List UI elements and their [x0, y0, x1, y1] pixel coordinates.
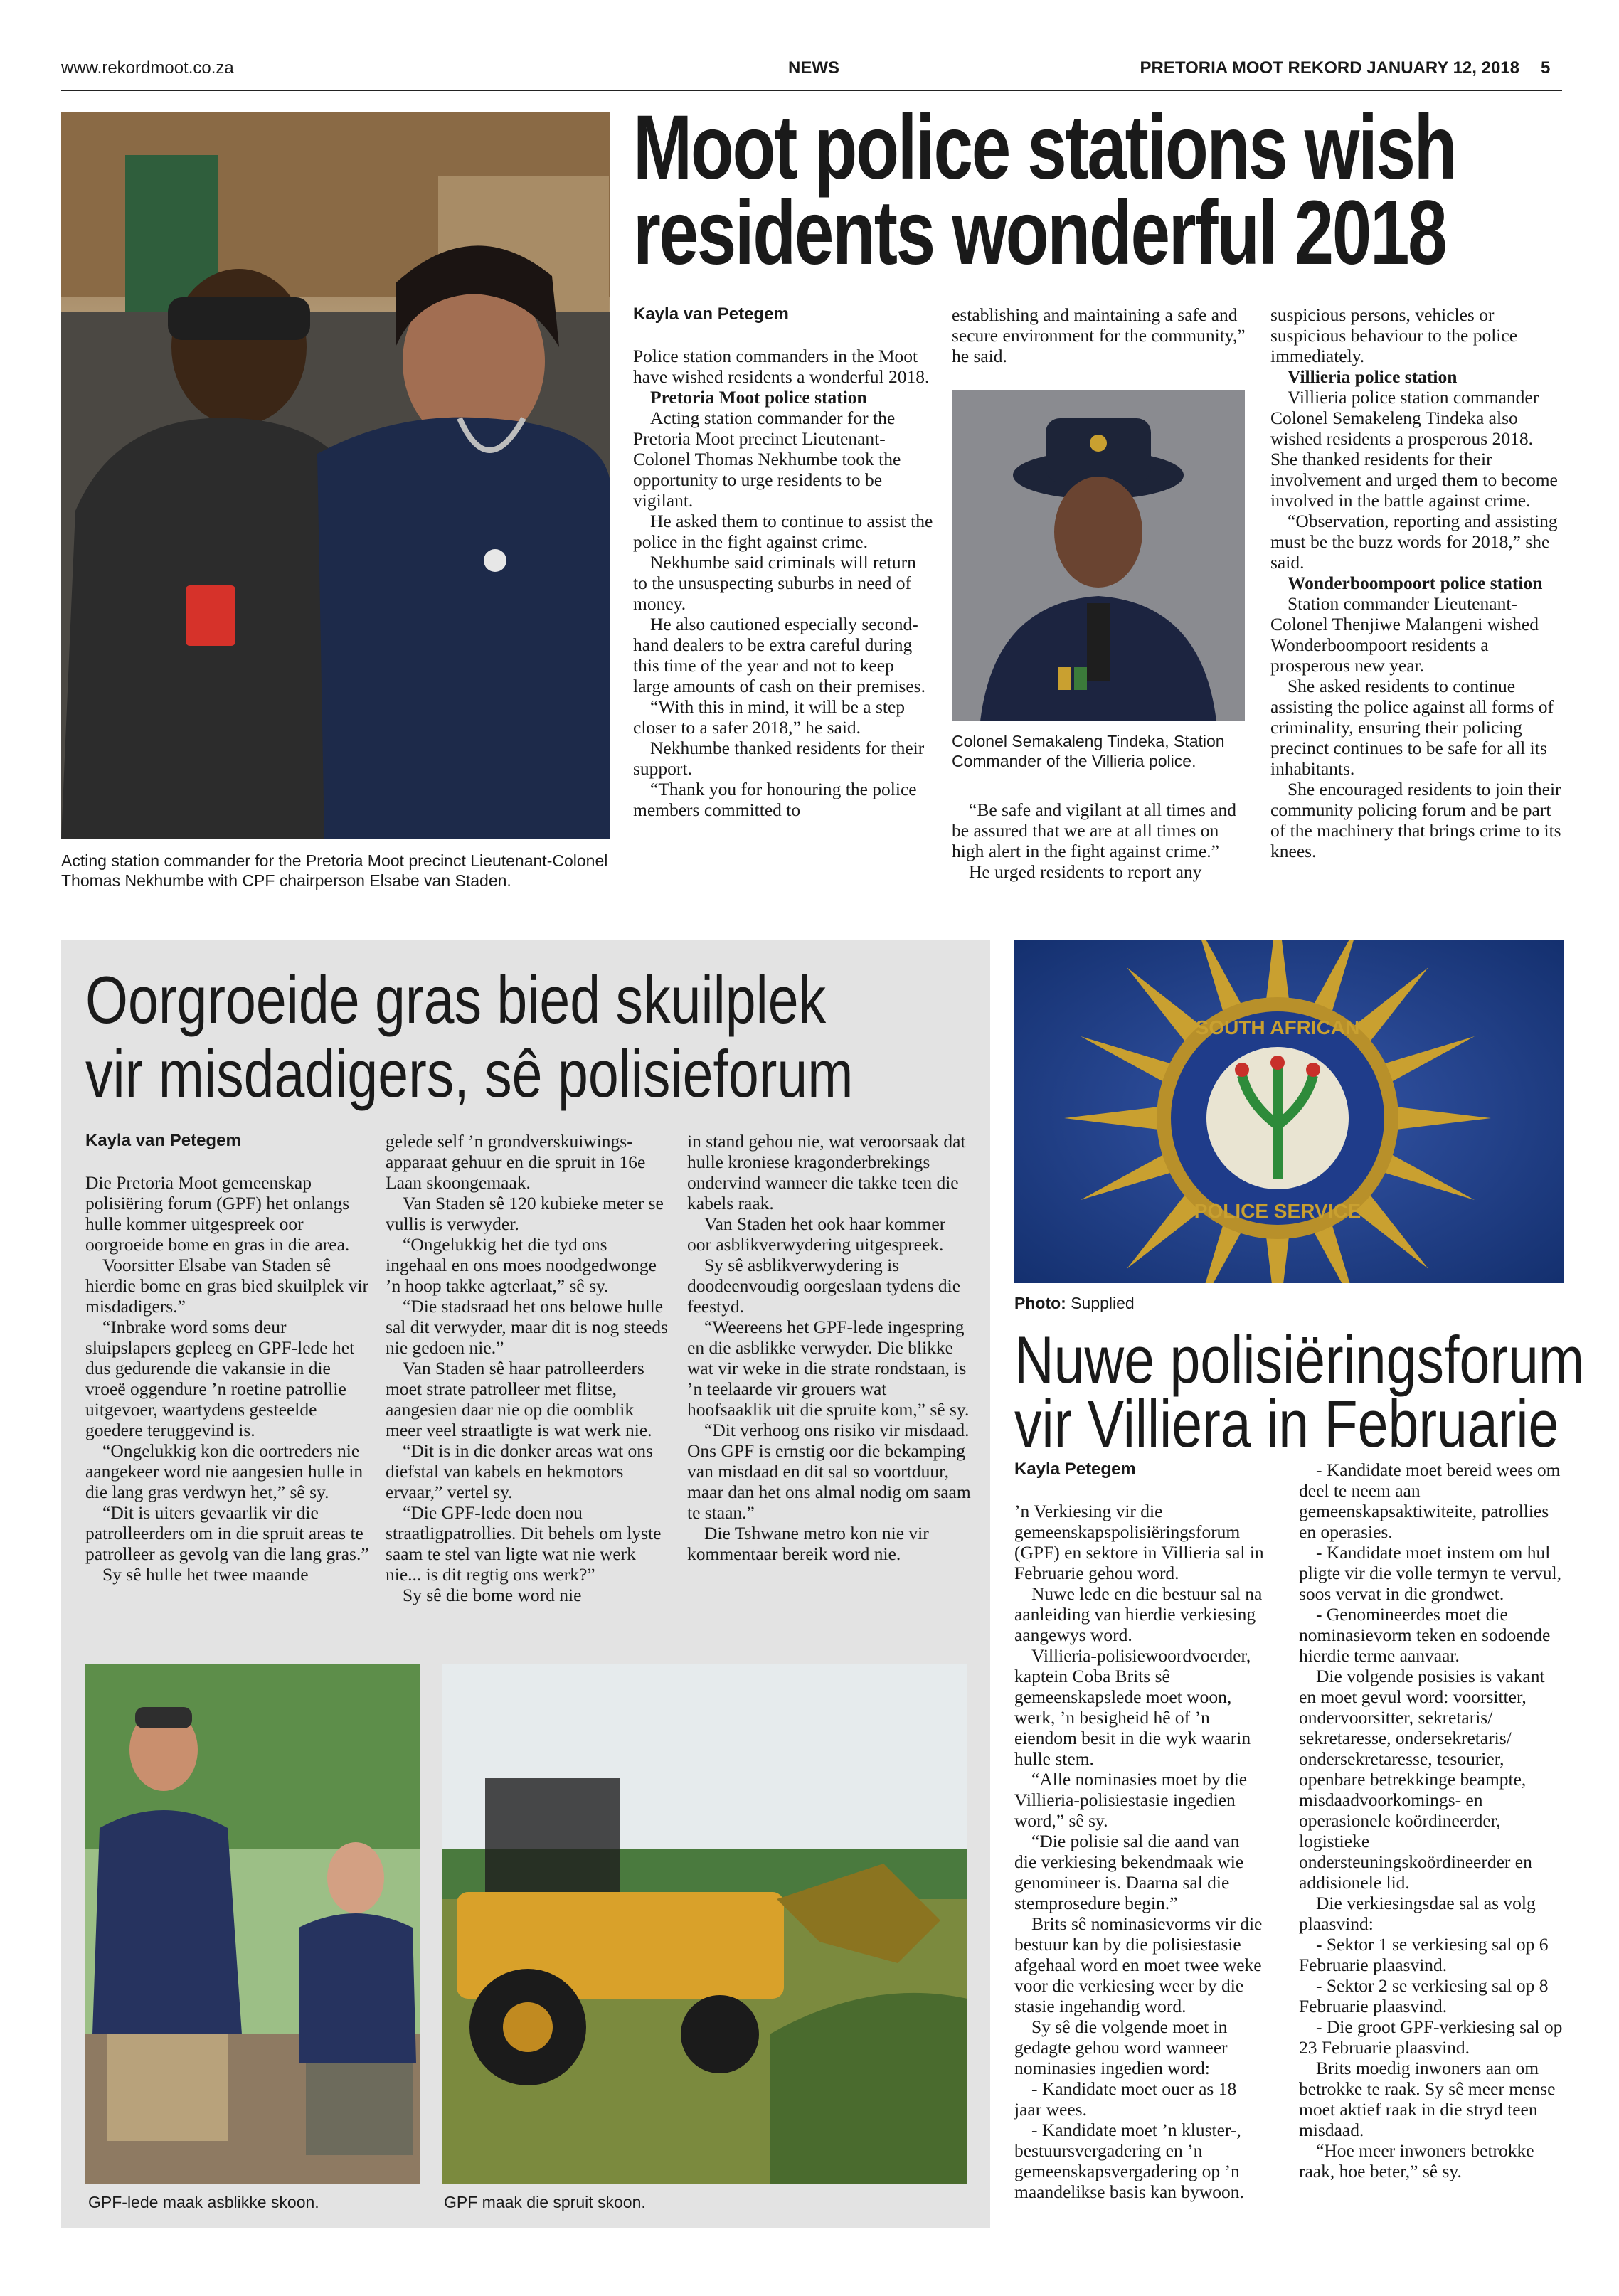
headline-line-2: residents wonderful 2018 — [633, 182, 1446, 284]
paragraph: Sy sê die bome word nie — [403, 1585, 582, 1605]
paragraph: “Dit is uiters gevaarlik vir die patrolleerders om in die spruit areas te patrolleer as gevolg van die lang gras.” — [85, 1502, 369, 1564]
story2-column-3 — [687, 1131, 972, 1564]
paragraph: Sy sê die volgende moet in gedagte gehou word wanneer nominasies ingedien word: — [1014, 2016, 1228, 2078]
publication-dateline: PRETORIA MOOT REKORD JANUARY 12, 2018 — [1140, 58, 1519, 78]
paragraph: Nuwe lede en die bestuur sal na aanleiding van hierdie verkiesing aangewys word. — [1014, 1583, 1263, 1645]
paragraph: Nekhumbe said criminals will return to the unsuspecting suburbs in need of money. — [633, 552, 916, 614]
paragraph: “Alle nominasies moet by die Villieria-polisiestasie ingedien word,” sê sy. — [1014, 1769, 1248, 1831]
paragraph: Die volgende posisies is vakant en moet gevul word: voorsitter, ondervoorsitter, sekretaris/ sekretaresse, ondersekretaris/ ondersekretaresse, tesourier, openbare betrekkinge beampte, misdaadvoorkomings- en operasionele koördineerder, logistieke ondersteuningskoördineerder en addisionele lid. — [1299, 1666, 1545, 1893]
section-label: NEWS — [788, 58, 839, 78]
paragraph: “Dit verhoog ons risiko vir misdaad. Ons GPF is ernstig oor die bekamping van misdaad en dit sal so voortduur, maar dan het ons almal nodig om saam te staan.” — [687, 1420, 971, 1523]
paragraph: in stand gehou nie, wat veroorsaak dat hulle kroniese kragonderbrekings ondervind wanneer die takke teen die kabels raak. — [687, 1131, 966, 1213]
paragraph: Station commander Lieutenant-Colonel Thenjiwe Malangeni wished Wonderboompoort residents a prosperous new year. — [1270, 593, 1539, 676]
story1-column-1 — [633, 346, 933, 820]
paragraph: “Dit is in die donker areas wat ons diefstal van kabels en hekmotors ervaar,” vertel sy. — [386, 1440, 653, 1502]
photo-gpf-members-bins — [85, 1664, 420, 2184]
photo-caption-right: GPF maak die spruit skoon. — [444, 2193, 646, 2211]
paragraph: “Be safe and vigilant at all times and be assured that we are at all times on high alert in the fight against crime.” — [952, 799, 1237, 861]
story2-column-2 — [386, 1131, 670, 1605]
sa-police-badge-icon — [1014, 940, 1564, 1283]
paragraph: He also cautioned especially second-hand dealers to be extra careful during this time of the year and not to keep large amounts of cash on their premises. — [633, 614, 925, 696]
paragraph: - Kandidate moet instem om hul pligte vir die volle termyn te vervul, soos vervat in die grondwet. — [1299, 1542, 1561, 1604]
photo-credit-label: Photo: — [1014, 1294, 1066, 1312]
paragraph: - Kandidate moet ouer as 18 jaar wees. — [1014, 2078, 1237, 2120]
paragraph: - Genomineerdes moet die nominasievorm teken en sodoende hierdie terme aanvaar. — [1299, 1604, 1551, 1666]
header-rule — [61, 90, 1562, 91]
story3-column-2 — [1299, 1460, 1564, 2181]
paragraph: “Thank you for honouring the police members committed to — [633, 779, 917, 820]
paragraph: “Weereens het GPF-lede ingespring en die asblikke verwyder. Die blikke wat vir weke in die strate rondstaan, is ’n teelaarde vir grouers wat hoofsaaklik uit die spruite kom,” sê sy. — [687, 1317, 970, 1420]
subheading: Wonderboompoort police station — [1288, 573, 1543, 593]
paragraph: gelede self ’n grondverskuiwings-apparaat gehuur en die spruit in 16e Laan skoongemaak. — [386, 1131, 646, 1193]
paragraph: Van Staden sê haar patrolleerders moet strate patrolleer met flitse, aangesien daar nie op die oomblik meer veel straatligte is wat werk nie. — [386, 1358, 652, 1440]
paragraph: “Die GPF-lede doen nou straatligpatrollies. Dit behels om lyste saam te stel van ligte wat nie werk nie... is dit regtig ons werk?” — [386, 1502, 662, 1585]
story2-byline: Kayla van Petegem — [85, 1131, 241, 1150]
paragraph: Police station commanders in the Moot have wished residents a wonderful 2018. — [633, 346, 930, 387]
portrait-caption: Colonel Semakaleng Tindeka, Station Commander of the Villieria police. — [952, 732, 1225, 770]
paragraph: Sy sê hulle het twee maande — [102, 1564, 309, 1585]
story3-byline: Kayla Petegem — [1014, 1460, 1136, 1479]
paragraph: Villieria-polisiewoordvoerder, kaptein Coba Brits sê gemeenskapslede moet woon, werk, ’n besigheid hê of ’n eiendom besit in die wyk waarin hulle stem. — [1014, 1645, 1251, 1769]
paragraph: - Sektor 2 se verkiesing sal op 8 Februarie plaasvind. — [1299, 1975, 1549, 2016]
paragraph: He urged residents to report any — [969, 861, 1202, 882]
story1-column-2-bottom — [952, 799, 1252, 882]
paragraph: She encouraged residents to join their community policing forum and be part of the machinery that brings crime to its knees. — [1270, 779, 1561, 861]
photo-caption: Acting station commander for the Pretoria Moot precinct Lieutenant-Colonel Thomas Nekhumbe with CPF chairperson Elsabe van Staden. — [61, 851, 608, 890]
paragraph: Nekhumbe thanked residents for their support. — [633, 738, 925, 779]
paragraph: Brits moedig inwoners aan om betrokke te raak. Sy sê meer mense moet aktief raak in die stryd teen misdaad. — [1299, 2058, 1556, 2140]
paragraph: suspicious persons, vehicles or suspicious behaviour to the police immediately. — [1270, 304, 1518, 366]
paragraph: - Die groot GPF-verkiesing sal op 23 Februarie plaasvind. — [1299, 2016, 1563, 2058]
paragraph: “Hoe meer inwoners betrokke raak, hoe beter,” sê sy. — [1299, 2140, 1534, 2181]
photo-gpf-spruit-cleanup — [442, 1664, 967, 2184]
paragraph: “Die stadsraad het ons belowe hulle sal dit verwyder, maar dit is nog steeds nie gedoen nie.” — [386, 1296, 668, 1358]
photo-credit — [1014, 1293, 1135, 1313]
paragraph: Villieria police station commander Colonel Semakeleng Tindeka also wished residents a prosperous 2018. She thanked residents for their involvement and urged them to become involved in the battle against crime. — [1270, 387, 1558, 511]
paragraph: Van Staden sê 120 kubieke meter se vullis is verwyder. — [386, 1193, 664, 1234]
photo-nekhumbe-and-van-staden — [61, 112, 610, 839]
site-url: www.rekordmoot.co.za — [61, 58, 234, 78]
paragraph: ’n Verkiesing vir die gemeenskapspolisiëringsforum (GPF) en sektore in Villieria sal in Februarie gehou word. — [1014, 1501, 1264, 1583]
paragraph: She asked residents to continue assisting the police against all forms of criminality, ensuring their policing precinct continues to be safe for all its inhabitants. — [1270, 676, 1554, 779]
photo-saps-badge — [1014, 940, 1564, 1283]
story1-column-2-top — [952, 304, 1252, 366]
headline-line-1: Moot police stations wish — [633, 97, 1456, 198]
paragraph: Brits sê nominasievorms vir die bestuur kan by die polisiestasie afgehaal word en moet twee weke voor die verkiesing weer by die stasie ingehandig word. — [1014, 1913, 1263, 2016]
paragraph: Acting station commander for the Pretoria Moot precinct Lieutenant-Colonel Thomas Nekhumbe took the opportunity to urge residents to be vigilant. — [633, 408, 901, 511]
paragraph: Die Tshwane metro kon nie vir kommentaar bereik word nie. — [687, 1523, 929, 1564]
paragraph: Van Staden het ook haar kommer oor asblikverwydering uitgespreek. — [687, 1213, 946, 1255]
paragraph: - Kandidate moet ’n kluster-, bestuursvergadering en ’n gemeenskapsvergadering op ’n maandelikse basis kan bywoon. — [1014, 2120, 1244, 2202]
photo-credit-value: Supplied — [1071, 1294, 1135, 1312]
story2-column-1 — [85, 1172, 370, 1585]
paragraph: “With this in mind, it will be a step closer to a safer 2018,” he said. — [633, 696, 906, 738]
paragraph: - Sektor 1 se verkiesing sal op 6 Februarie plaasvind. — [1299, 1934, 1549, 1975]
paragraph: Sy sê asblikverwydering is doodeenvoudig oorgeslaan tydens die feestyd. — [687, 1255, 961, 1317]
paragraph: “Observation, reporting and assisting must be the buzz words for 2018,” she said. — [1270, 511, 1558, 573]
paragraph: He asked them to continue to assist the police in the fight against crime. — [633, 511, 933, 552]
paragraph: Die Pretoria Moot gemeenskap polisiëring forum (GPF) het onlangs hulle kommer uitgespreek oor oorgroeide bome en gras in die area. — [85, 1172, 350, 1255]
story3-column-1 — [1014, 1501, 1265, 2202]
paragraph: establishing and maintaining a safe and secure environment for the community,” he said. — [952, 304, 1246, 366]
paragraph: “Ongelukkig kon die oortreders nie aangekeer word nie aangesien hulle in die lang gras verdwyn het,” sê sy. — [85, 1440, 363, 1502]
paragraph: Die verkiesingsdae sal as volg plaasvind: — [1299, 1893, 1536, 1934]
story3-headline-line-2: vir Villiera in Februarie — [1014, 1386, 1559, 1461]
byline: Kayla van Petegem — [633, 304, 789, 324]
badge-text-top: SOUTH AFRICAN — [1195, 1016, 1360, 1038]
subheading: Pretoria Moot police station — [650, 387, 867, 408]
story3-headline-line-1: Nuwe polisiëringsforum — [1014, 1322, 1585, 1397]
paragraph: “Die polisie sal die aand van die verkiesing bekendmaak wie genomineer is. Daarna sal die stemprosedure begin.” — [1014, 1831, 1244, 1913]
story2-headline-line-1: Oorgroeide gras bied skuilplek — [85, 962, 827, 1037]
badge-text-bottom: POLICE SERVICE — [1194, 1200, 1361, 1222]
portrait-colonel-tindeka — [952, 390, 1245, 721]
paragraph: “Inbrake word soms deur sluipslapers gepleeg en GPF-lede het dus gedurende die vakansie in die vroeë oggendure ’n roetine patrollie uitgevoer, waartydens gesteelde goedere teruggevind is. — [85, 1317, 355, 1440]
story1-column-3 — [1270, 304, 1564, 861]
photo-caption-left: GPF-lede maak asblikke skoon. — [88, 2193, 319, 2211]
paragraph: Voorsitter Elsabe van Staden sê hierdie bome en gras bied skuilplek vir misdadigers.” — [85, 1255, 368, 1317]
paragraph: - Kandidate moet bereid wees om deel te neem aan gemeenskapsaktiwiteite, patrollies en operasies. — [1299, 1460, 1561, 1542]
subheading: Villieria police station — [1288, 366, 1458, 387]
paragraph: “Ongelukkig het die tyd ons ingehaal en ons moes noodgedwonge ’n hoop takke agterlaat,” sê sy. — [386, 1234, 657, 1296]
story2-headline-line-2: vir misdadigers, sê polisieforum — [85, 1036, 854, 1111]
page-number: 5 — [1541, 58, 1551, 78]
